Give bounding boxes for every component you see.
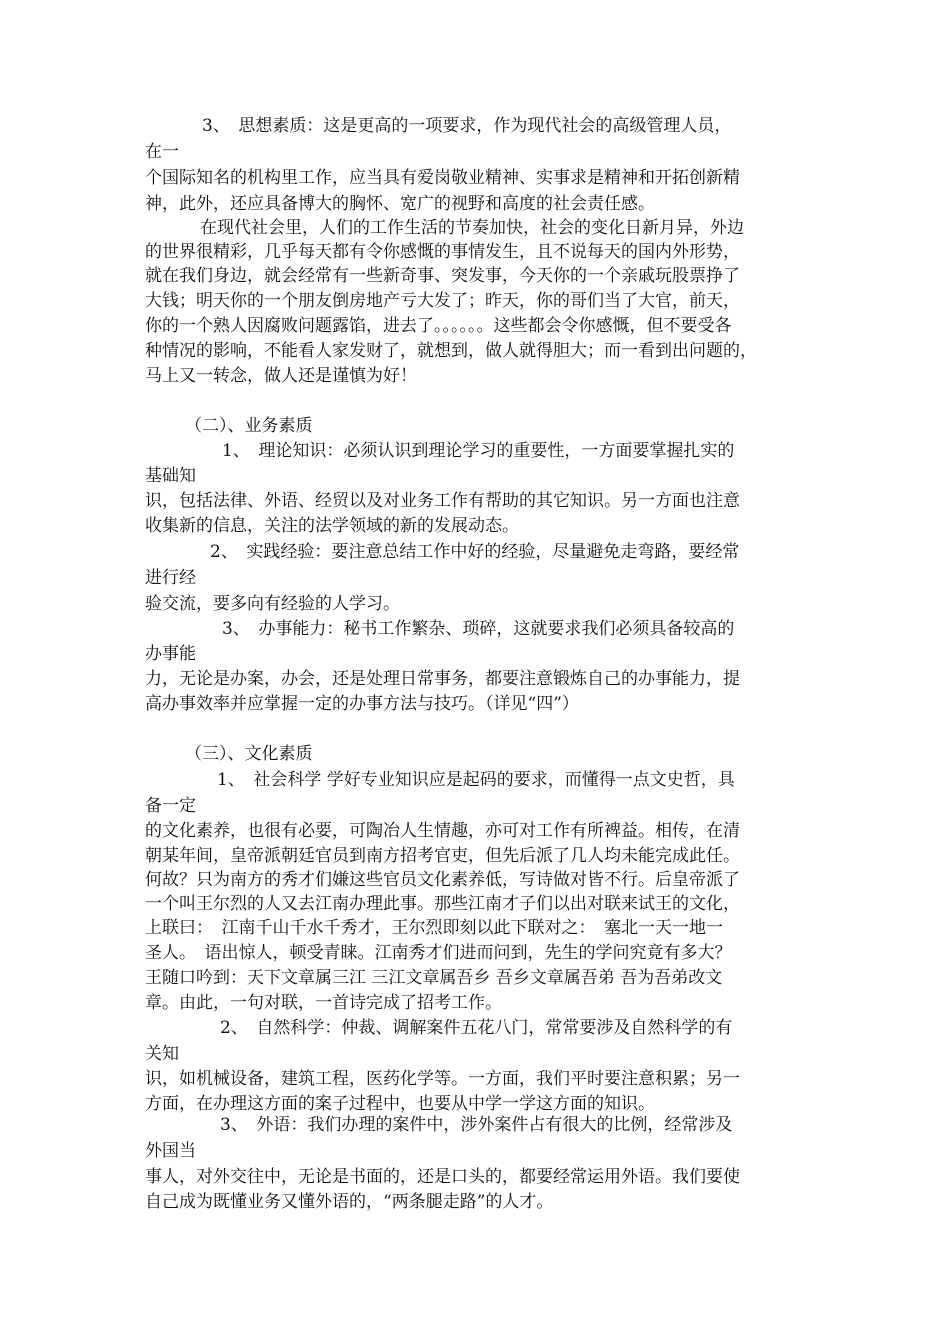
text-line: 在一 — [145, 142, 179, 162]
text-line: 王随口吟到：天下文章属三江 三江文章属吾乡 吾乡文章属吾弟 吾为吾弟改文 — [145, 968, 723, 988]
text-line: 识，如机械设备，建筑工程，医药化学等。一方面，我们平时要注意积累；另一 — [145, 1069, 740, 1089]
text-line: 外国当 — [145, 1141, 196, 1161]
text-line: 3、 办事能力：秘书工作繁杂、琐碎，这就要求我们必须具备较高的 — [222, 619, 735, 639]
text-line: 就在我们身边，就会经常有一些新奇事、突发事，今天你的一个亲戚玩股票挣了 — [145, 266, 740, 286]
text-line: 验交流，要多向有经验的人学习。 — [145, 594, 400, 614]
text-line: 识，包括法律、外语、经贸以及对业务工作有帮助的其它知识。另一方面也注意 — [145, 491, 740, 511]
text-line: 你的一个熟人因腐败问题露馅，进去了。。。。。。这些都会令你感慨，但不要受各 — [145, 316, 732, 336]
text-line: 上联曰： 江南千山千水千秀才，王尔烈即刻以此下联对之： 塞北一天一地一 — [145, 918, 723, 938]
text-line: 的世界很精彩，几乎每天都有令你感慨的事情发生，且不说每天的国内外形势， — [145, 242, 740, 262]
text-line: 自己成为既懂业务又懂外语的，“两条腿走路”的人才。 — [145, 1192, 554, 1212]
text-line: 3、 思想素质：这是更高的一项要求，作为现代社会的高级管理人员， — [202, 116, 732, 136]
text-line: 备一定 — [145, 796, 196, 816]
text-line: 2、 自然科学：仲裁、调解案件五花八门，常常要涉及自然科学的有 — [220, 1018, 733, 1038]
text-line: 方面，在办理这方面的案子过程中，也要从中学一学这方面的知识。 — [145, 1094, 655, 1114]
text-line: 大钱；明天你的一个朋友倒房地产亏大发了；昨天，你的哥们当了大官，前天， — [145, 291, 740, 311]
text-line: 一个叫王尔烈的人又去江南办理此事。那些江南才子们以出对联来试王的文化， — [145, 894, 740, 914]
text-line: 种情况的影响，不能看人家发财了，就想到，做人就得胆大；而一看到出问题的， — [145, 341, 757, 361]
text-line: 进行经 — [145, 568, 196, 588]
text-line: 3、 外语：我们办理的案件中，涉外案件占有很大的比例，经常涉及 — [220, 1115, 733, 1135]
text-line: 在现代社会里，人们的工作生活的节奏加快，社会的变化日新月异，外边 — [200, 218, 744, 238]
text-line: 事人，对外交往中，无论是书面的，还是口头的，都要经常运用外语。我们要使 — [145, 1167, 740, 1187]
text-line: 神，此外，还应具备博大的胸怀、宽广的视野和高度的社会责任感。 — [145, 194, 655, 214]
section-heading: （二）、业务素质 — [185, 416, 313, 436]
text-line: 马上又一转念，做人还是谨慎为好！ — [145, 366, 417, 386]
text-line: 章。由此，一句对联，一首诗完成了招考工作。 — [145, 993, 502, 1013]
text-line: 朝某年间，皇帝派朝廷官员到南方招考官吏，但先后派了几人均未能完成此任。 — [145, 846, 740, 866]
text-line: 收集新的信息，关注的法学领域的新的发展动态。 — [145, 516, 519, 536]
text-line: 1、 社会科学 学好专业知识应是起码的要求，而懂得一点文史哲，具 — [217, 770, 735, 790]
text-line: 何故？只为南方的秀才们嫌这些官员文化素养低，写诗做对皆不行。后皇帝派了 — [145, 870, 740, 890]
text-line: 办事能 — [145, 644, 196, 664]
text-line: 的文化素养，也很有必要，可陶冶人生情趣，亦可对工作有所裨益。相传，在清 — [145, 821, 740, 841]
text-line: 圣人。 语出惊人，顿受青睐。江南秀才们进而问到，先生的学问究竟有多大？ — [145, 943, 732, 963]
section-heading: （三）、文化素质 — [185, 744, 313, 764]
text-line: 高办事效率并应掌握一定的办事方法与技巧。（详见“四”） — [145, 694, 579, 714]
text-line: 基础知 — [145, 466, 196, 486]
text-line: 力，无论是办案，办会，还是处理日常事务，都要注意锻炼自己的办事能力，提 — [145, 669, 740, 689]
text-line: 关知 — [145, 1044, 179, 1064]
text-line: 2、 实践经验：要注意总结工作中好的经验，尽量避免走弯路，要经常 — [210, 542, 740, 562]
text-line: 个国际知名的机构里工作，应当具有爱岗敬业精神、实事求是精神和开拓创新精 — [145, 168, 740, 188]
text-line: 1、 理论知识：必须认识到理论学习的重要性，一方面要掌握扎实的 — [222, 441, 735, 461]
